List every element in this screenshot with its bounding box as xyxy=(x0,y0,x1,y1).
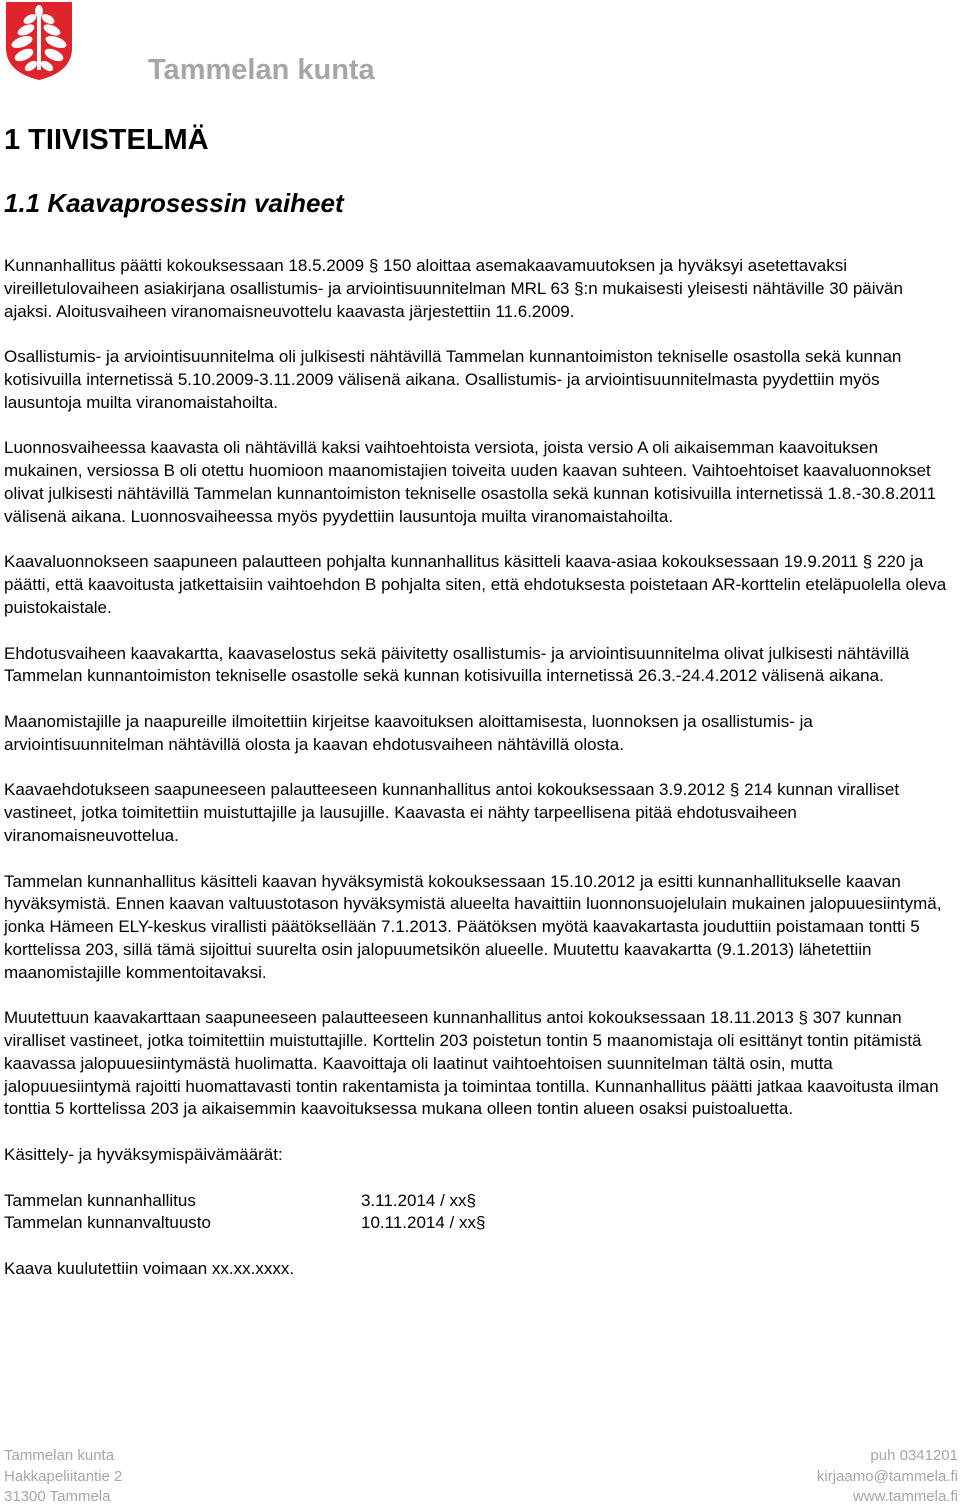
dates-heading: Käsittely- ja hyväksymispäivämäärät: xyxy=(4,1145,283,1165)
footer-line: Tammelan kunta xyxy=(4,1447,115,1464)
footer-line: Hakkapeliitantie 2 xyxy=(4,1467,123,1485)
footer-contact xyxy=(817,1446,958,1508)
footer-website: www.tammela.fi xyxy=(852,1488,958,1505)
effective-date-text: Kaava kuulutettiin voimaan xx.xx.xxxx. xyxy=(4,1259,295,1279)
paragraph: Luonnosvaiheessa kaavasta oli nähtävillä kaksi vaihtoehtoista versiota, joista versio A oli aikaisemman kaavoituksen mukainen, versiossa B oli otettu huomioon maanomistajien toiveita uuden kaavan suhteen. Vaihtoehtoiset kaavaluonnokset olivat julkisesti nähtävillä Tammelan kunnantoimiston tekniselle osastolla sekä kunnan kotisivuilla internetissä 1.8.-30.8.2011 välisenä aikana. Luonnosvaiheessa myös pyydettiin lausuntoja muilta viranomaistahoilta. xyxy=(4,438,937,526)
paragraph: Maanomistajille ja naapureille ilmoitettiin kirjeitse kaavoituksen aloittamisesta, luonnoksen ja osallistumis- ja arviointisuunnitelman nähtävillä olosta ja kaavan ehdotusvaiheen nähtävillä olosta. xyxy=(4,711,813,754)
approval-body: Tammelan kunnanvaltuusto xyxy=(4,1213,211,1233)
municipality-title: Tammelan kunta xyxy=(148,54,375,86)
approval-date: 3.11.2014 / xx§ xyxy=(361,1190,476,1210)
approval-dates-list xyxy=(4,1190,954,1236)
footer-address xyxy=(4,1446,122,1508)
paragraph: Osallistumis- ja arviointisuunnitelma oli julkisesti nähtävillä Tammelan kunnantoimiston tekniselle osastolla sekä kunnan kotisivuilla internetissä 5.10.2009-3.11.2009 välisenä aikana. Osallistumis- ja arviointisuunnitelmasta pyydettiin myös lausuntoja muilta viranomaistahoilta. xyxy=(4,347,902,412)
paragraph: Ehdotusvaiheen kaavakartta, kaavaselostus sekä päivitetty osallistumis- ja arviointisuunnitelma olivat julkisesti nähtävillä Tammelan kunnantoimiston tekniselle osastolle sekä kunnan kotisivuilla internetissä 26.3.-24.4.2012 välisenä aikana. xyxy=(4,643,910,686)
approval-body: Tammelan kunnanhallitus xyxy=(4,1190,196,1210)
municipal-crest-icon xyxy=(4,0,74,82)
footer-email: kirjaamo@tammela.fi xyxy=(816,1467,958,1485)
paragraph: Kunnanhallitus päätti kokouksessaan 18.5.2009 § 150 aloittaa asemakaavamuutoksen ja hyväksyi asetettavaksi vireilletulovaiheen asiakirjana osallistumis- ja arviointisuunnitelman MRL 63 §:n mukaisesti yleisesti nähtäville 30 päivän ajaksi. Aloitusvaiheen viranomaisneuvottelu kaavasta järjestettiin 11.6.2009. xyxy=(4,256,903,321)
approval-date-row xyxy=(4,1212,954,1235)
footer-line: 31300 Tammela xyxy=(4,1488,111,1505)
approval-date: 10.11.2014 / xx§ xyxy=(361,1213,486,1233)
approval-date-row xyxy=(4,1190,954,1213)
paragraph: Muutettuun kaavakarttaan saapuneeseen palautteeseen kunnanhallitus antoi kokouksessaan 18.11.2013 § 307 kunnan viralliset vastineet, jotka toimitettiin muistuttajille. Korttelin 203 poistetun tontin 5 maanomistaja oli esittänyt tontin pitämistä kaavassa jalopuuesiintymästä huolimatta. Kaavoittaja oli laatinut vaihtoehtoisen suunnitelman tältä osin, mutta jalopuuesiintymä rajoitti huomattavasti tontin rakentamista ja toimintaa tontilla. Kunnanhallitus päätti jatkaa kaavoitusta ilman tonttia 5 korttelissa 203 ja aikaisemmin kaavoituksessa mukana olleen tontin alueen osaksi puistoaluetta. xyxy=(4,1008,939,1119)
section-heading: 1 TIIVISTELMÄ xyxy=(4,124,209,156)
paragraph: Tammelan kunnanhallitus käsitteli kaavan hyväksymistä kokouksessaan 15.10.2012 ja esitti kunnanhallitukselle kaavan hyväksymistä. Ennen kaavan valtuustotason hyväksymistä alueelta havaittiin luonnonsuojelulain mukainen jalopuuesiintymä, jonka Hämeen ELY-keskus virallisti päätöksellään 7.1.2013. Päätöksen myötä kaavakartasta jouduttiin poistamaan tontti 5 korttelissa 203, sillä tämä sijoittui suurelta osin jalopuumetsikön alueelle. Muutettu kaavakartta (9.1.2013) lähetettiin maanomistajille kommentoitavaksi. xyxy=(4,871,942,982)
paragraph: Kaavaluonnokseen saapuneen palautteen pohjalta kunnanhallitus käsitteli kaava-asiaa kokouksessaan 19.9.2011 § 220 ja päätti, että kaavoitusta jatkettaisiin vaihtoehdon B pohjalta siten, että ehdotuksesta poistetaan AR-korttelin eteläpuolella oleva puistokaistale. xyxy=(4,552,947,617)
document-body xyxy=(4,255,954,1304)
subsection-heading: 1.1 Kaavaprosessin vaiheet xyxy=(4,188,344,218)
footer-phone: puh 0341201 xyxy=(870,1447,958,1464)
paragraph: Kaavaehdotukseen saapuneeseen palautteeseen kunnanhallitus antoi kokouksessaan 3.9.2012 § 214 kunnan viralliset vastineet, jotka toimitettiin muistuttajille ja lausujille. Kaavasta ei nähty tarpeellisena pitää ehdotusvaiheen viranomaisneuvottelua. xyxy=(4,780,900,845)
